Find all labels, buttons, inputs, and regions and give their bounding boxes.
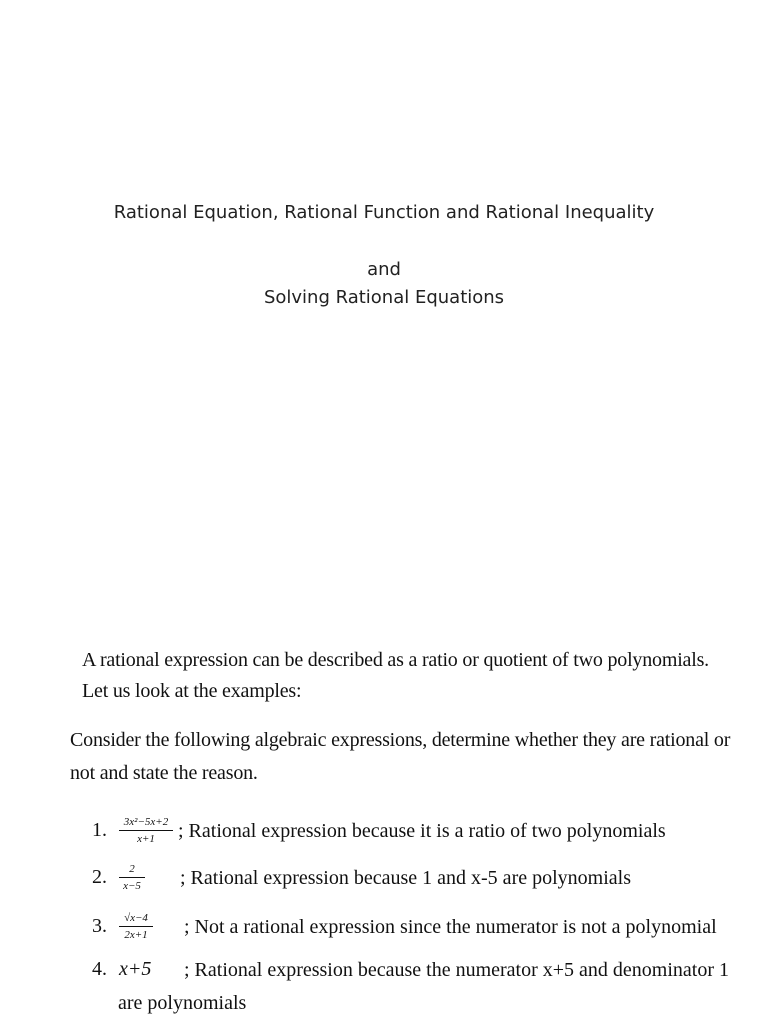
example-reason-continued: are polynomials xyxy=(118,992,247,1014)
title-connector: and xyxy=(367,259,401,280)
example-item-3 xyxy=(92,912,717,942)
page-title: Rational Equation, Rational Function and Rational Inequality xyxy=(113,202,655,223)
example-number: 3. xyxy=(92,914,107,937)
example-expression: x+5 xyxy=(119,958,152,980)
fraction-numerator: 3x²−5x+2 xyxy=(119,816,173,831)
intro-definition: A rational expression can be described as a ratio or quotient of two polynomials. xyxy=(82,649,709,671)
intro-examples-prompt: Let us look at the examples: xyxy=(82,680,302,702)
instruction-line-continued: not and state the reason. xyxy=(70,762,258,784)
instruction-line: Consider the following algebraic expressions, determine whether they are rational or xyxy=(70,729,731,751)
fraction-denominator: x+1 xyxy=(137,833,155,845)
example-number: 2. xyxy=(92,865,107,888)
example-number: 1. xyxy=(92,818,107,841)
fraction xyxy=(119,863,145,893)
example-item-2 xyxy=(92,863,631,893)
example-reason: ; Rational expression because the numerator x+5 and denominator 1 xyxy=(184,959,730,982)
page-subtitle: Solving Rational Equations xyxy=(263,287,505,308)
fraction-numerator: 2 xyxy=(119,863,145,878)
example-reason: ; Rational expression because 1 and x-5 are polynomials xyxy=(180,867,631,889)
example-item-1 xyxy=(92,816,666,846)
fraction xyxy=(119,912,153,942)
fraction xyxy=(119,816,173,846)
example-reason: ; Not a rational expression since the numerator is not a polynomial xyxy=(184,916,717,938)
fraction-denominator: 2x+1 xyxy=(124,929,148,941)
example-reason: ; Rational expression because it is a ratio of two polynomials xyxy=(178,820,666,842)
fraction-numerator: √x−4 xyxy=(119,912,153,927)
example-item-4 xyxy=(92,956,729,983)
example-number: 4. xyxy=(92,958,107,980)
fraction-denominator: x−5 xyxy=(123,880,141,892)
